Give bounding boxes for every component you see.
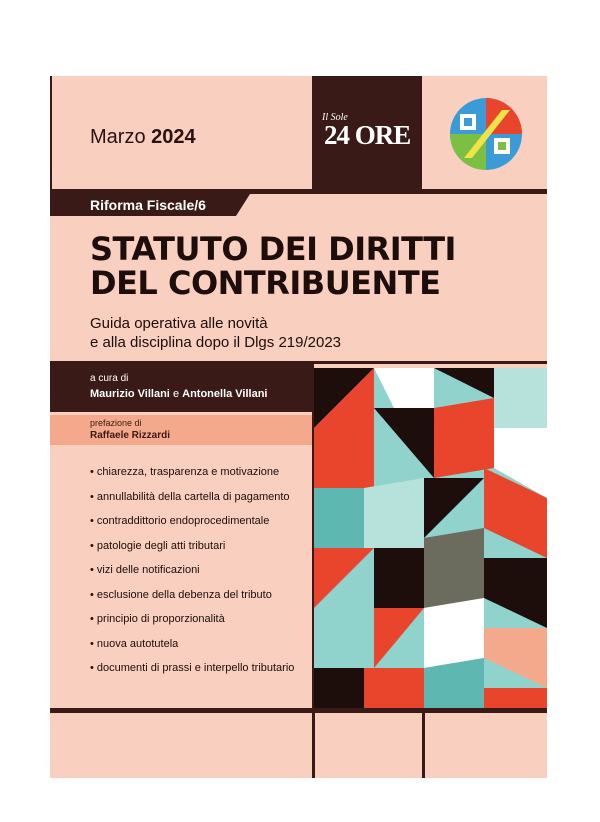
topic-item: • contraddittorio endoprocedimentale [90, 515, 270, 527]
topic-list [90, 466, 294, 687]
publisher-logo [312, 76, 422, 189]
topic-item: • annullabilità della cartella di pagamento [90, 490, 290, 503]
editor-intro: a cura di [90, 373, 129, 384]
topic-item: • chiarezza, trasparenza e motivazione [90, 466, 280, 478]
publisher-large-text: 24 ORE [324, 120, 411, 150]
geometric-artwork [314, 368, 547, 708]
book-subtitle [90, 314, 341, 352]
subtitle-line-2: e alla disciplina dopo il Dlgs 219/2023 [90, 334, 342, 351]
percent-icon [448, 96, 524, 172]
date-year: 2024 [151, 126, 196, 148]
editor-1: Maurizio Villani [90, 388, 170, 400]
bottom-rule [50, 708, 547, 713]
preface-intro: prefazione di [90, 418, 142, 428]
editor-names [90, 388, 268, 400]
title-line-2: DEL CONTRIBUENTE [90, 264, 441, 302]
publisher-small-text: Il Sole [322, 112, 348, 123]
subtitle-line-1: Guida operativa alle novità [90, 315, 268, 332]
vertical-rule-left [50, 76, 52, 194]
editor-2: Antonella Villani [182, 388, 268, 400]
preface-author: Raffaele Rizzardi [90, 430, 171, 441]
topic-item: • esclusione della debenza del tributo [90, 588, 272, 601]
topic-item: • patologie degli atti tributari [90, 539, 226, 552]
bottom-divider-2 [422, 708, 425, 778]
book-title [90, 232, 456, 300]
title-line-1: STATUTO DEI DIRITTI [90, 230, 456, 268]
book-cover [50, 76, 547, 778]
publication-date [90, 126, 196, 149]
topic-item: • principio di proporzionalità [90, 613, 225, 625]
topic-item: • documenti di prassi e interpello tributario [90, 662, 295, 674]
date-month: Marzo [90, 126, 146, 148]
topic-item: • nuova autotutela [90, 637, 179, 650]
bottom-divider-1 [312, 708, 315, 778]
topic-item: • vizi delle notificazioni [90, 564, 200, 576]
editor-conjunction: e [172, 388, 180, 400]
series-label: Riforma Fiscale/6 [90, 197, 206, 213]
